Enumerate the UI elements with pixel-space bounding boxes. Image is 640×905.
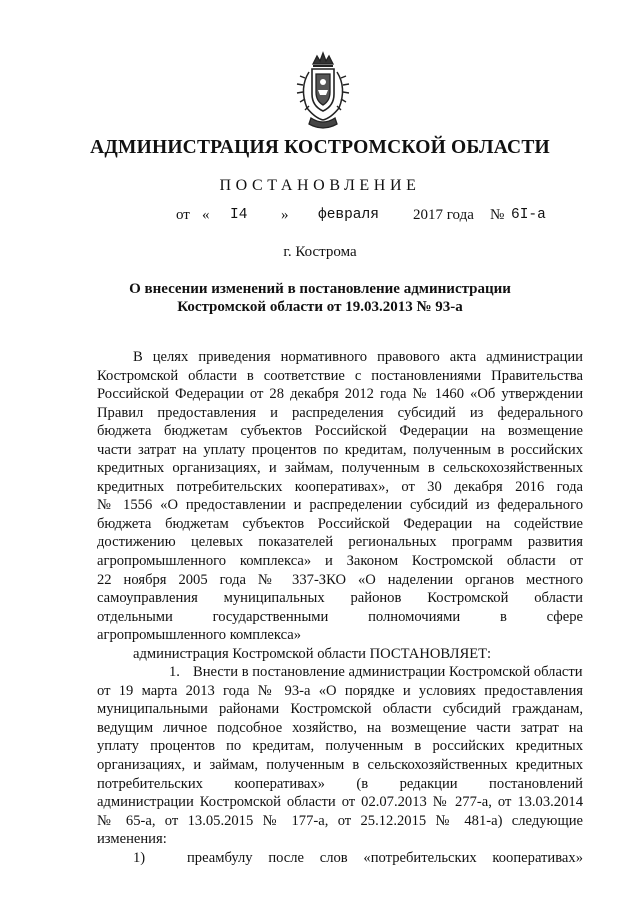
item-1-text: Внести в постановление администрации Костромской области <box>193 664 583 681</box>
document-title-line-2: Костромской области от 19.03.2013 № 93-а <box>177 299 463 315</box>
number-sign: № <box>490 207 505 223</box>
coat-of-arms-emblem <box>287 50 359 132</box>
body-line: 22 ноября 2005 года № 337-ЗКО «О наделении органов местного <box>97 571 583 588</box>
body-line: кредитных потребительских кооперативах», от 30 декабря 2016 года <box>97 478 583 495</box>
body-line: организациях, и займам, полученным в сельскохозяйственных кредитных <box>97 757 583 774</box>
body-line: ведущим личное подсобное хозяйство, на возмещение части затрат на <box>97 719 583 736</box>
document-number: 6I-а <box>511 207 546 223</box>
body-line: кредитных организациях, и займам, полученным в сельскохозяйственных <box>97 460 583 477</box>
body-line: уплату процентов по кредитам, полученным в российских кредитных <box>97 738 583 755</box>
body-line: от 19 марта 2013 года № 93-а «О порядке и условиях предоставления <box>97 682 583 699</box>
body-line: потребительских кооперативах» (в редакции постановлений <box>97 775 583 792</box>
body-line: № 65-а, от 13.05.2015 № 177-а, от 25.12.2015 № 481-а) следующие <box>97 812 583 829</box>
sub-item-1-line <box>97 849 583 868</box>
body-line: достижению целевых показателей региональных программ развития <box>97 534 583 551</box>
item-1-line <box>97 663 583 682</box>
body-line: бюджета бюджетам субъектов Российской Федерации на содействие <box>97 515 583 532</box>
document-title-line-1: О внесении изменений в постановление администрации <box>129 281 511 297</box>
quote-close: » <box>281 207 289 223</box>
body-line: Российской Федерации от 28 декабря 2012 года № 1460 «Об утверждении <box>97 386 583 403</box>
document-type: ПОСТАНОВЛЕНИЕ <box>219 177 421 194</box>
body-line: части затрат на уплату процентов по кредитам, полученным в российских <box>97 441 583 458</box>
body-line: агропромышленного комплекса» и Законом Костромской области от <box>97 553 583 570</box>
organization-title: АДМИНИСТРАЦИЯ КОСТРОМСКОЙ ОБЛАСТИ <box>90 137 550 158</box>
body-line: Костромской области в соответствие с постановлениями Правительства <box>97 367 583 384</box>
body-line: изменения: <box>97 831 167 848</box>
body-line: В целях приведения нормативного правового акта администрации <box>133 349 583 365</box>
resolution-line: администрация Костромской области ПОСТАНОВЛЯЕТ: <box>133 645 492 662</box>
body-line: самоуправления муниципальных районов Костромской области <box>97 590 583 607</box>
body-line: муниципальными районами Костромской области субсидий гражданам, <box>97 701 583 718</box>
body-line: отдельными государственными полномочиями в сфере <box>97 608 583 625</box>
date-prefix: от <box>176 207 190 223</box>
body-line: № 1556 «О предоставлении и распределении субсидий из федерального <box>97 497 583 514</box>
city-name: г. Кострома <box>283 244 357 260</box>
body-line: бюджета бюджетам субъектов Российской Федерации на возмещение <box>97 423 583 440</box>
body-line: администрации Костромской области от 02.07.2013 № 277-а, от 13.03.2014 <box>97 794 583 811</box>
quote-open: « <box>202 207 210 223</box>
date-day: I4 <box>230 207 248 223</box>
body-line: агропромышленного комплекса» <box>97 627 302 644</box>
document-body <box>97 348 583 867</box>
body-line: Правил предоставления и распределения субсидий из федерального <box>97 404 583 421</box>
date-month: февраля <box>318 207 379 223</box>
sub-item-1-number: 1) <box>133 849 146 866</box>
item-1-number: 1. <box>169 664 180 681</box>
date-year: 2017 года <box>413 207 474 223</box>
sub-item-1-text: преамбулу после слов «потребительских кооперативах» <box>187 849 583 866</box>
